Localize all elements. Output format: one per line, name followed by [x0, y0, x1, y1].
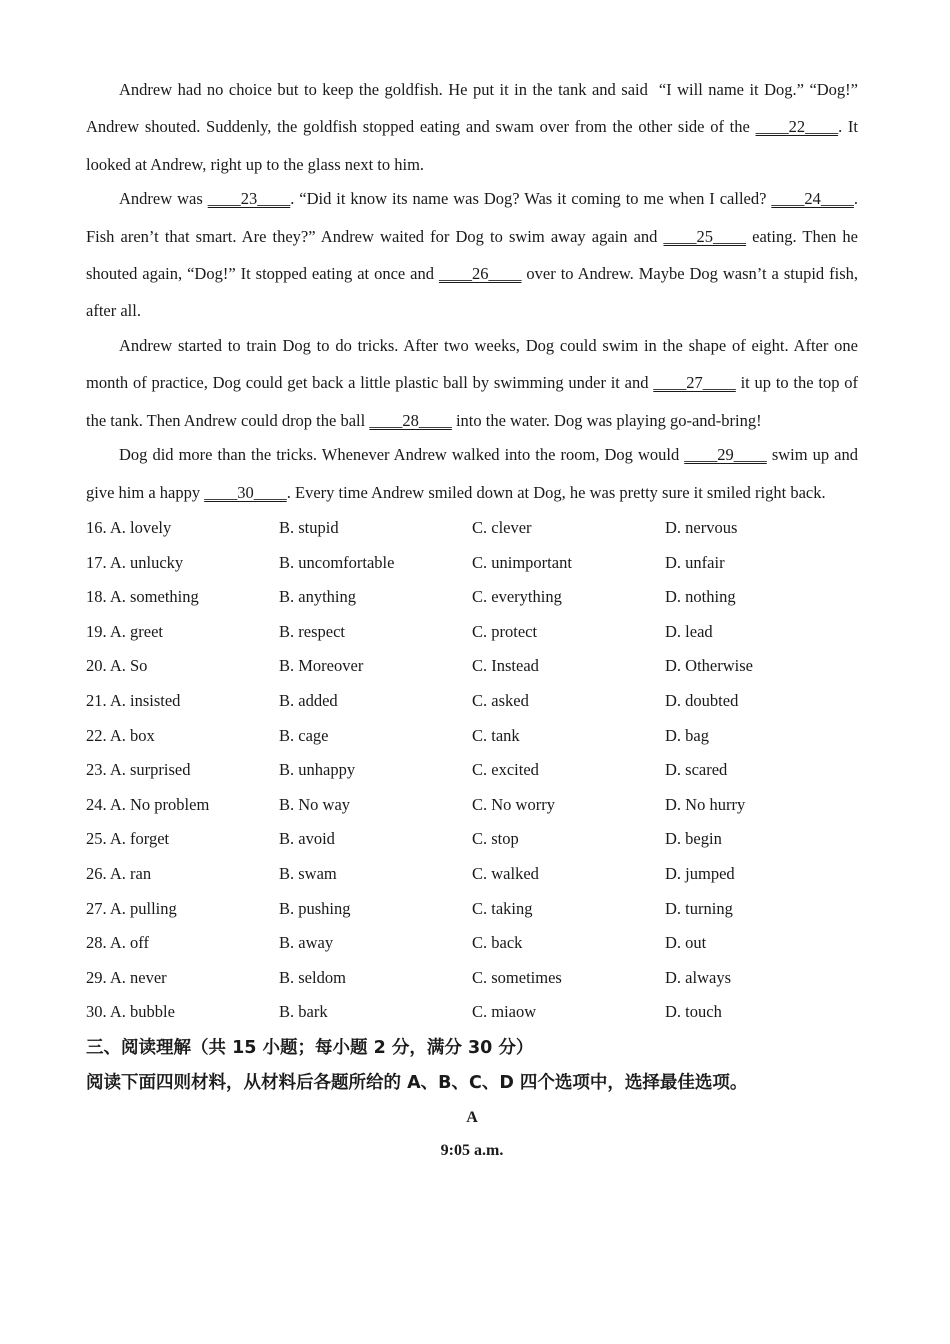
option-b: B. cage — [279, 725, 329, 745]
passage-text: . “Did it know its name was Dog? Was it coming to me when I called? — [290, 189, 772, 209]
question-options-row — [86, 684, 858, 719]
option-b: B. added — [279, 691, 338, 711]
passage-text: . It looked at Andrew, right up to the glass next to him. — [86, 117, 858, 174]
option-c: C. excited — [472, 760, 539, 780]
option-c: C. tank — [472, 725, 520, 745]
option-b: B. bark — [279, 1002, 328, 1022]
question-options-row — [86, 753, 858, 788]
option-d: D. scared — [665, 760, 728, 780]
option-b: B. anything — [279, 587, 356, 607]
question-options-row — [86, 995, 858, 1030]
option-a: 30. A. bubble — [86, 1002, 175, 1022]
passage-text: Andrew was — [119, 189, 208, 209]
cloze-blank: ____22____ — [755, 117, 839, 137]
question-options-row — [86, 649, 858, 684]
cloze-blank: ____30____ — [204, 482, 287, 502]
cloze-blank: ____25____ — [663, 226, 747, 246]
option-a: 21. A. insisted — [86, 691, 181, 711]
question-options-row — [86, 822, 858, 857]
option-d: D. touch — [665, 1002, 722, 1022]
option-d: D. always — [665, 967, 731, 987]
option-d: D. jumped — [665, 864, 735, 883]
option-c: C. unimportant — [472, 552, 572, 572]
option-a: 26. A. ran — [86, 864, 152, 883]
option-a: 24. A. No problem — [86, 794, 210, 814]
question-options-row — [86, 511, 858, 546]
section-instruction: 阅读下面四则材料，从材料后各题所给的 A、B、C、D 四个选项中，选择最佳选项。 — [86, 1072, 748, 1093]
question-options-row — [86, 788, 858, 823]
option-d: D. nothing — [665, 587, 736, 607]
option-b: B. seldom — [279, 967, 346, 987]
option-c: C. miaow — [472, 1002, 537, 1022]
cloze-blank: ____29____ — [684, 445, 767, 465]
option-a: 19. A. greet — [86, 621, 163, 641]
option-a: 23. A. surprised — [86, 760, 191, 780]
question-options-row — [86, 719, 858, 754]
option-c: C. walked — [472, 864, 539, 883]
option-d: D. doubted — [665, 691, 739, 711]
option-c: C. protect — [472, 621, 538, 641]
option-a: 29. A. never — [86, 967, 167, 987]
passage-paragraph — [86, 71, 858, 183]
passage-text: . Fish aren’t that smart. Are they?” Andrew waited for Dog to swim away again and — [86, 189, 858, 246]
section-title: 三、阅读理解（共 15 小题；每小题 2 分，满分 30 分） — [86, 1037, 534, 1058]
passage-text: . Every time Andrew smiled down at Dog, he was pretty sure it smiled right back. — [286, 482, 826, 502]
option-d: D. No hurry — [665, 794, 746, 814]
option-a: 22. A. box — [86, 725, 155, 745]
passage-letter: A — [466, 1108, 478, 1126]
option-b: B. unhappy — [279, 760, 356, 780]
passage-paragraph — [86, 436, 858, 511]
cloze-blank: ____26____ — [438, 263, 522, 283]
question-options-row — [86, 892, 858, 927]
option-d: D. bag — [665, 725, 709, 745]
option-a: 27. A. pulling — [86, 898, 177, 918]
question-options-row — [86, 615, 858, 650]
question-options-row — [86, 961, 858, 996]
passage-paragraph — [86, 327, 858, 439]
option-c: C. taking — [472, 898, 533, 918]
option-c: C. No worry — [472, 794, 555, 814]
option-a: 20. A. So — [86, 656, 148, 676]
option-c: C. asked — [472, 691, 529, 711]
option-d: D. nervous — [665, 518, 738, 538]
option-c: C. everything — [472, 587, 562, 607]
option-d: D. Otherwise — [665, 656, 753, 676]
option-a: 17. A. unlucky — [86, 552, 184, 572]
option-b: B. avoid — [279, 829, 335, 849]
option-b: B. swam — [279, 864, 337, 883]
option-a: 18. A. something — [86, 587, 199, 607]
option-b: B. Moreover — [279, 656, 364, 676]
option-a: 16. A. lovely — [86, 518, 172, 538]
option-d: D. unfair — [665, 552, 725, 572]
cloze-blank: ____24____ — [771, 189, 854, 209]
passage-text: swim up and give him a happy — [86, 445, 858, 502]
passage-time: 9:05 a.m. — [440, 1141, 504, 1159]
passage-paragraph — [86, 180, 858, 329]
option-b: B. No way — [279, 794, 351, 814]
passage-text: Dog did more than the tricks. Whenever Andrew walked into the room, Dog would — [119, 445, 685, 465]
cloze-blank: ____23____ — [207, 189, 291, 209]
passage-text: Andrew started to train Dog to do tricks. After two weeks, Dog could swim in the shape of eight. After one month of practice, Dog could get back a little plastic ball by swimming under it and — [86, 336, 858, 393]
passage-text: eating. Then he shouted again, “Dog!” It stopped eating at once and — [86, 226, 859, 283]
question-options-row — [86, 926, 858, 961]
option-d: D. out — [665, 933, 707, 953]
option-a: 25. A. forget — [86, 829, 170, 849]
option-c: C. sometimes — [472, 967, 562, 987]
option-d: D. turning — [665, 898, 733, 918]
option-d: D. begin — [665, 829, 722, 849]
option-c: C. stop — [472, 829, 519, 849]
option-d: D. lead — [665, 621, 713, 641]
passage-text: Andrew had no choice but to keep the goldfish. He put it in the tank and said “I will name it Dog.” “Dog!” Andrew shouted. Suddenly, the goldfish stopped eating and swam over from the other side of the — [86, 80, 858, 137]
option-c: C. clever — [472, 518, 532, 538]
option-b: B. pushing — [279, 898, 351, 918]
cloze-blank: ____28____ — [369, 410, 452, 430]
option-b: B. away — [279, 933, 334, 953]
cloze-passage — [86, 71, 858, 511]
option-b: B. respect — [279, 621, 345, 641]
option-b: B. stupid — [279, 518, 339, 538]
option-c: C. back — [472, 933, 523, 953]
question-options-row — [86, 580, 858, 615]
cloze-blank: ____27____ — [653, 373, 736, 393]
option-c: C. Instead — [472, 656, 539, 676]
passage-text: over to Andrew. Maybe Dog wasn’t a stupid fish, after all. — [86, 263, 858, 321]
exam-page — [86, 71, 858, 1168]
question-options-row — [86, 546, 858, 581]
option-a: 28. A. off — [86, 933, 149, 953]
question-options-row — [86, 857, 858, 892]
answer-options — [86, 511, 858, 1030]
passage-text: it up to the top of the tank. Then Andrew could drop the ball — [86, 373, 858, 430]
passage-text: into the water. Dog was playing go-and-bring! — [451, 410, 762, 430]
option-b: B. uncomfortable — [279, 552, 395, 572]
